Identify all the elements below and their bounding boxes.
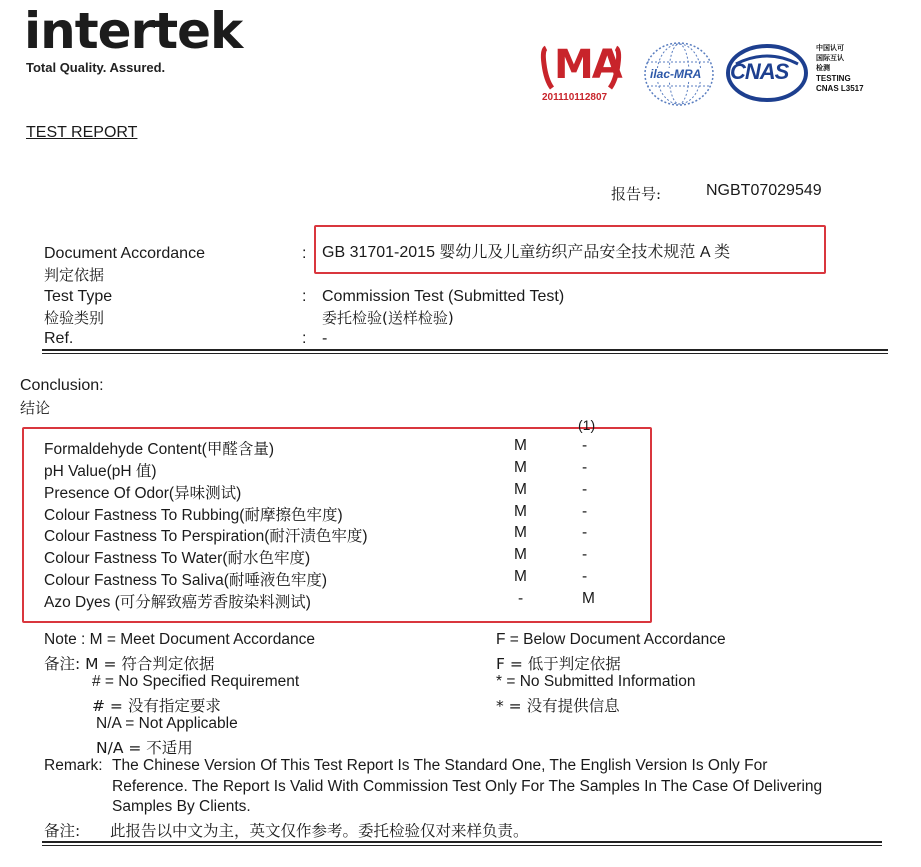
note-line: F = Below Document Accordance	[496, 631, 726, 648]
report-number-value: NGBT07029549	[706, 182, 822, 199]
table-cell-result: -	[518, 590, 524, 607]
table-cell-result: -	[582, 503, 588, 520]
table-row-label: Formaldehyde Content(甲醛含量)	[44, 441, 274, 458]
divider-bottom-thin	[42, 845, 882, 846]
cnas-side-line: 国际互认	[816, 55, 844, 62]
table-cell-result: -	[582, 568, 588, 585]
table-cell-result: -	[582, 481, 588, 498]
table-cell-result: -	[582, 546, 588, 563]
note-line: N/A = Not Applicable	[96, 715, 238, 732]
table-cell-result: -	[582, 437, 588, 454]
field-separator: :	[302, 288, 307, 305]
logo-tagline: Total Quality. Assured.	[26, 60, 166, 75]
table-cell-result: M	[514, 568, 527, 585]
table-cell-result: M	[514, 546, 527, 563]
field-document-accordance-value: GB 31701-2015 婴幼儿及儿童纺织产品安全技术规范 A 类	[322, 244, 731, 261]
field-test-type-value: Commission Test (Submitted Test)	[322, 288, 565, 305]
cnas-seal	[726, 44, 808, 102]
cma-seal	[538, 40, 624, 106]
field-ref-label: Ref.	[44, 330, 74, 347]
field-test-type-label-cn: 检验类别	[44, 309, 105, 327]
divider-bottom	[42, 841, 882, 843]
table-row-label: pH Value(pH 值)	[44, 463, 157, 480]
table-cell-result: M	[514, 437, 527, 454]
divider-top-thin	[42, 353, 888, 354]
field-separator: :	[302, 330, 307, 347]
table-row-label: Colour Fastness To Water(耐水色牢度)	[44, 550, 311, 567]
note-line: N/A = 不适用	[96, 739, 193, 757]
divider-top	[42, 349, 888, 351]
table-cell-result: M	[514, 503, 527, 520]
remark-line: The Chinese Version Of This Test Report Is The Standard One, The English Version Is Only For	[112, 757, 768, 774]
field-document-accordance-label: Document Accordance	[44, 245, 205, 262]
ilac-mra-seal	[642, 40, 716, 108]
remark-cn-text: 此报告以中文为主，英文仅作参考。委托检验仅对来样负责。	[110, 822, 529, 840]
note-line: Note : M = Meet Document Accordance	[44, 631, 315, 648]
table-cell-result: M	[514, 524, 527, 541]
conclusion-label: Conclusion:	[20, 377, 104, 394]
table-cell-result: M	[514, 481, 527, 498]
footnote-mark: (1)	[578, 417, 596, 433]
note-line: * = No Submitted Information	[496, 673, 696, 690]
cnas-side-line: CNAS L3517	[816, 84, 864, 93]
table-row-label: Presence Of Odor(异味测试)	[44, 485, 242, 502]
remark-label: Remark:	[44, 757, 103, 774]
remark-line: Samples By Clients.	[112, 798, 251, 815]
note-line: 备注: M = 符合判定依据	[44, 655, 215, 673]
field-document-accordance-label-cn: 判定依据	[44, 266, 105, 284]
table-row-label: Colour Fastness To Perspiration(耐汗渍色牢度)	[44, 528, 368, 545]
cnas-side-line: 中国认可	[816, 45, 844, 52]
table-cell-result: M	[582, 590, 595, 607]
note-line: * = 没有提供信息	[496, 697, 620, 715]
table-row-label: Colour Fastness To Saliva(耐唾液色牢度)	[44, 572, 328, 589]
note-line: # = No Specified Requirement	[92, 673, 300, 690]
field-separator: :	[302, 245, 307, 262]
field-test-type-value-cn: 委托检验(送样检验)	[322, 309, 454, 327]
field-ref-value: -	[322, 330, 328, 347]
table-row-label: Azo Dyes (可分解致癌芳香胺染料测试)	[44, 594, 311, 611]
remark-cn-label: 备注:	[44, 822, 81, 840]
cnas-text: CNAS	[730, 59, 789, 84]
report-number-label: 报告号:	[611, 185, 662, 203]
cnas-side-line: TESTING	[816, 74, 851, 83]
note-line: F = 低于判定依据	[496, 655, 621, 673]
ilac-text: ilac-MRA	[650, 67, 702, 81]
table-row-label: Colour Fastness To Rubbing(耐摩擦色牢度)	[44, 507, 343, 524]
note-line: # = 没有指定要求	[92, 697, 221, 715]
cnas-side-line: 检测	[816, 65, 830, 72]
remark-line: Reference. The Report Is Valid With Commission Test Only For The Samples In The Case Of Delivering	[112, 778, 823, 795]
table-cell-result: M	[514, 459, 527, 476]
cma-number: 201110112807	[542, 92, 608, 103]
report-title: TEST REPORT	[26, 124, 138, 141]
cma-text: MA	[554, 42, 621, 88]
intertek-logo: intertek	[24, 2, 243, 60]
cnas-side-text	[816, 44, 886, 94]
conclusion-label-cn: 结论	[20, 399, 51, 417]
field-test-type-label: Test Type	[44, 288, 113, 305]
table-cell-result: -	[582, 524, 588, 541]
table-cell-result: -	[582, 459, 588, 476]
